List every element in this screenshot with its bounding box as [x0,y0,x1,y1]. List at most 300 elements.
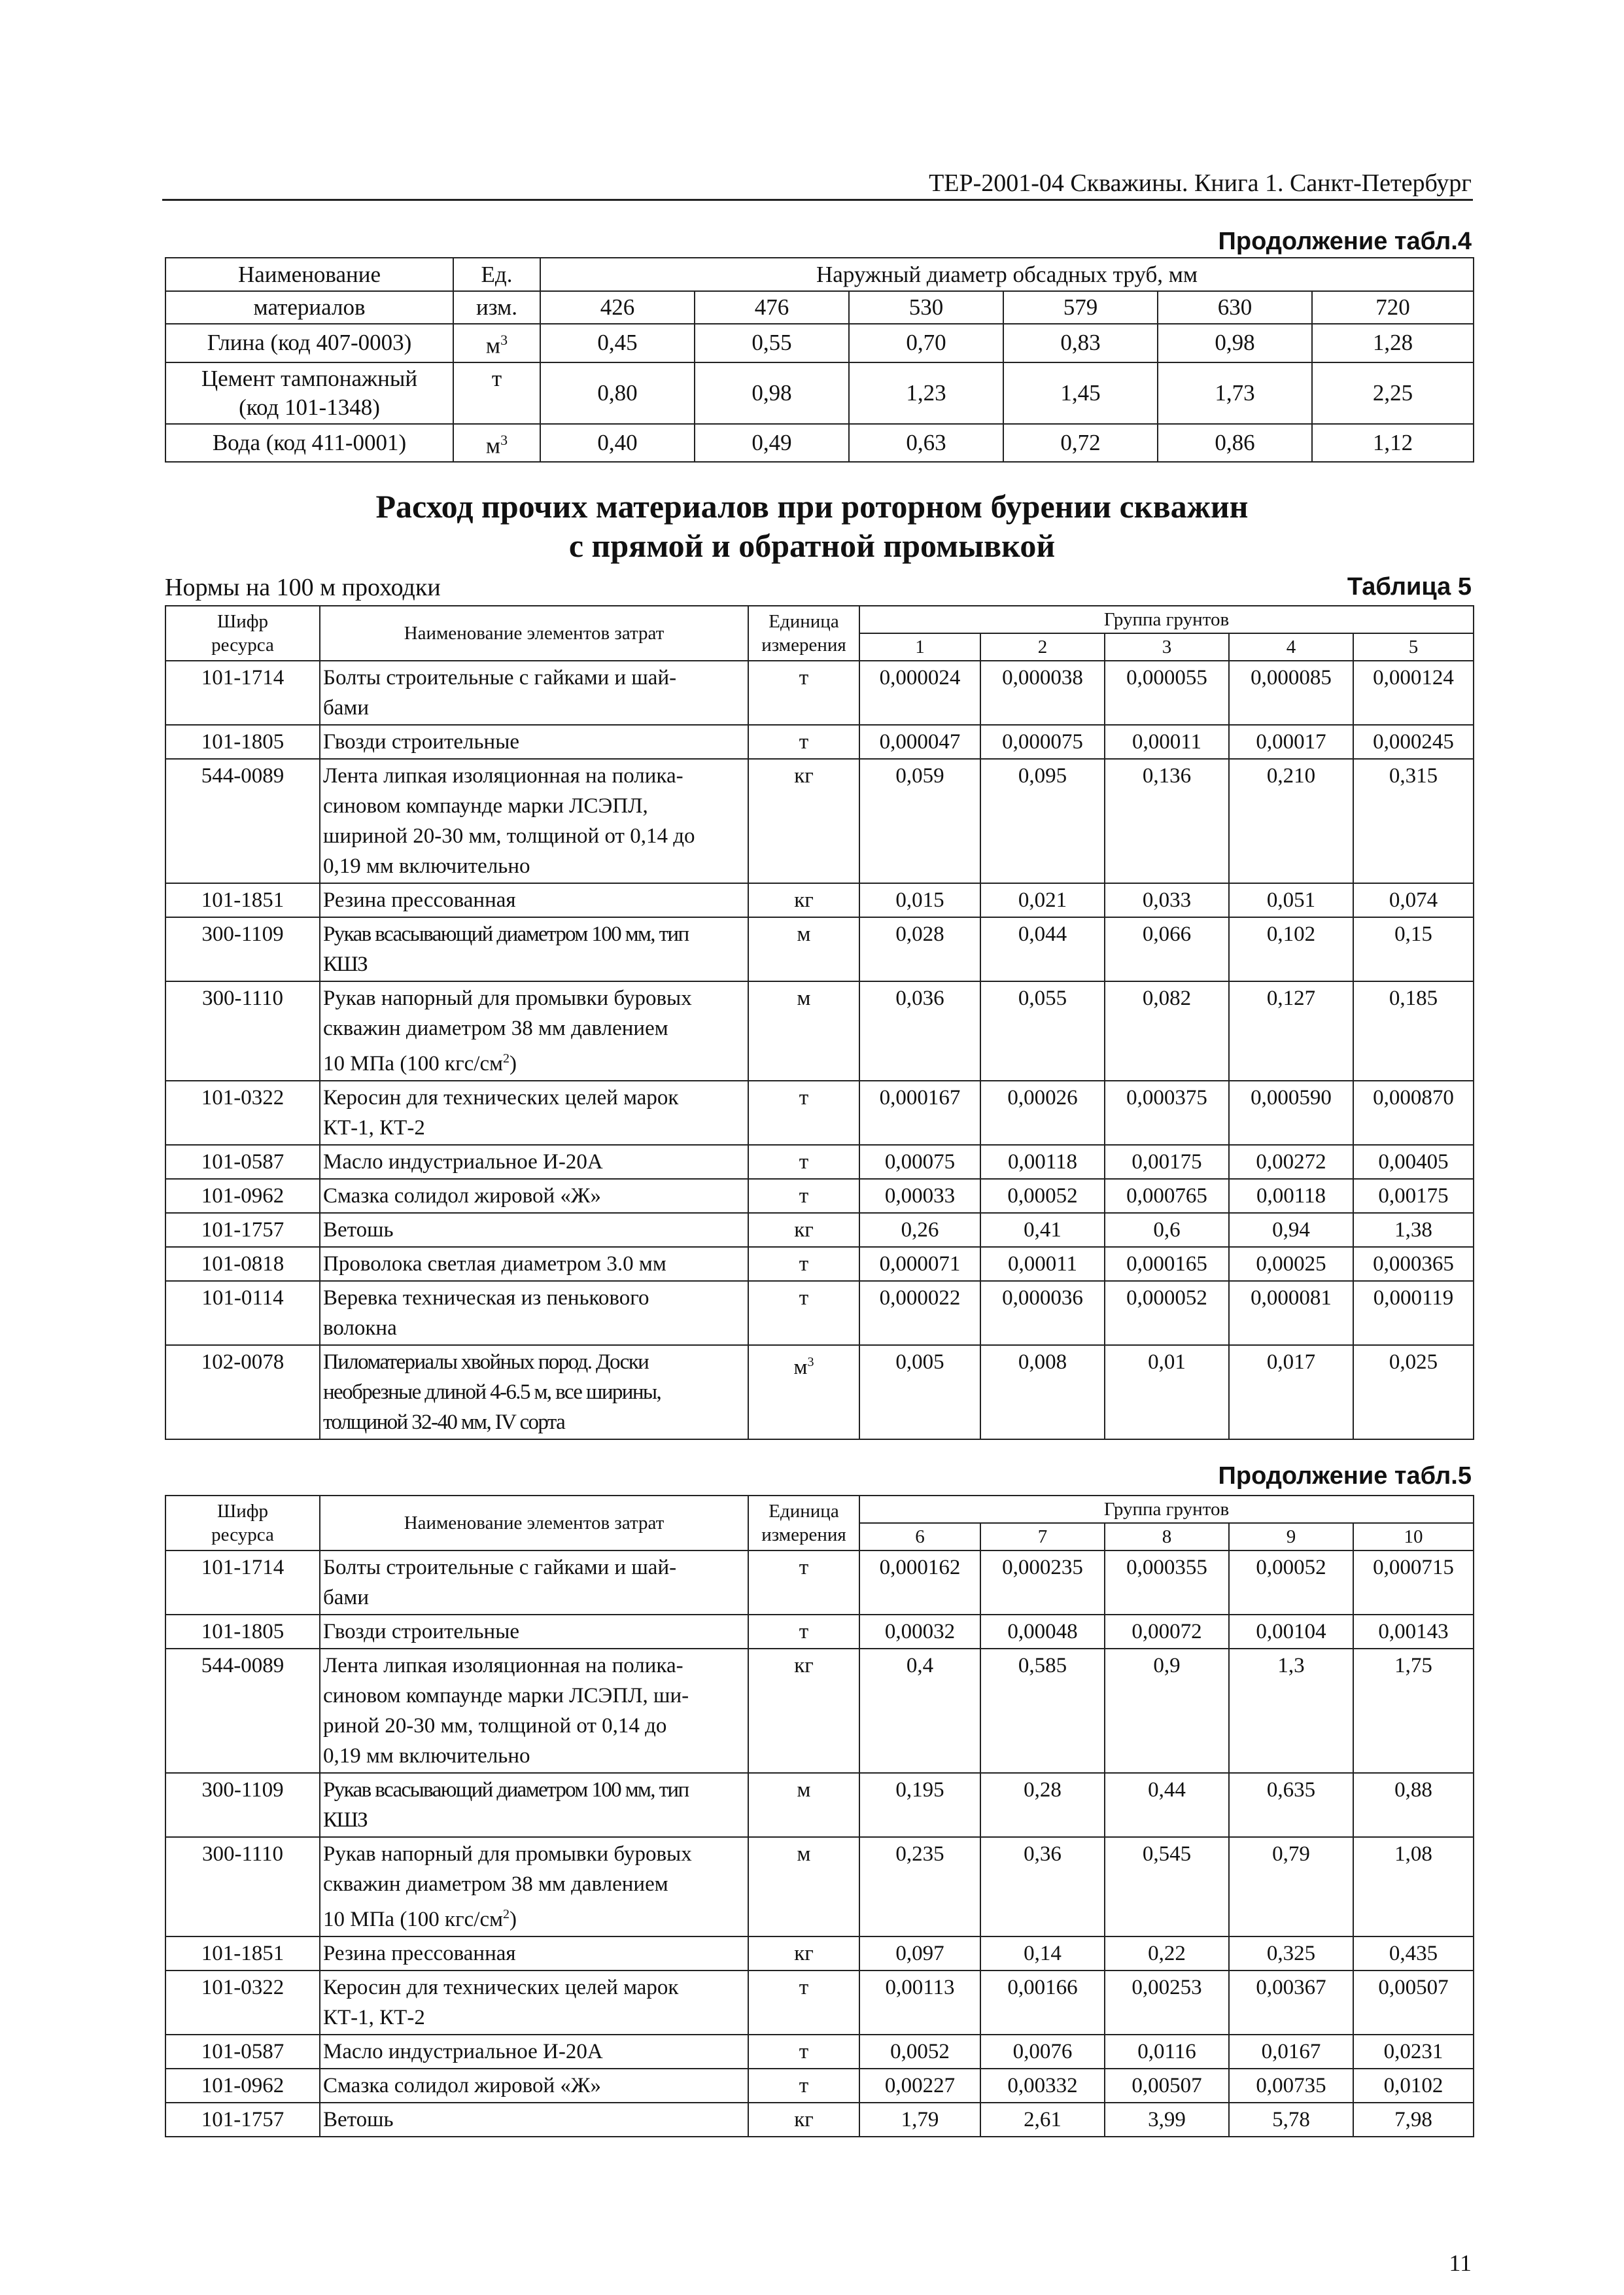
header-code-line: ресурса [211,635,274,656]
unit-base: т [799,666,809,690]
unit-base: т [799,1086,809,1110]
value-cell: 1,73 [1158,362,1312,424]
value-cell: 0,45 [540,324,695,362]
value-cell: 0,0052 [859,2035,980,2069]
resource-code: 101-1714 [165,661,320,725]
table-row [165,1615,1474,1649]
value-cell: 3,99 [1105,2103,1229,2137]
cost-element-name [320,2035,748,2069]
value-cell: 0,0102 [1353,2069,1474,2103]
value-cell: 0,000081 [1229,1281,1353,1345]
value-cell: 1,12 [1312,424,1474,463]
value-cell: 1,28 [1312,324,1474,362]
cost-element-name [320,1247,748,1281]
value-cell: 0,0167 [1229,2035,1353,2069]
table4-header-unit-line2: изм. [453,291,540,324]
header-unit [748,1496,859,1550]
unit-base: т [799,1976,809,1999]
table4-diameter: 530 [849,291,1003,324]
table-row [165,883,1474,917]
resource-code: 101-1851 [165,1936,320,1971]
unit [453,362,540,424]
value-cell: 0,000162 [859,1550,980,1615]
unit [748,725,859,759]
table-row [165,1081,1474,1145]
cost-element-name [320,917,748,981]
cost-element-name [320,1281,748,1345]
value-cell: 5,78 [1229,2103,1353,2137]
unit-base: т [491,365,502,391]
resource-code: 101-1851 [165,883,320,917]
value-cell: 0,98 [1158,324,1312,362]
value-cell: 0,01 [1105,1345,1229,1439]
cost-element-name-line: бами [323,1586,369,1609]
value-cell: 0,000038 [980,661,1105,725]
value-cell: 0,095 [980,759,1105,883]
value-cell: 0,44 [1105,1773,1229,1837]
value-cell: 0,000715 [1353,1550,1474,1615]
table-row [165,1247,1474,1281]
cost-element-name-line: 0,19 мм включительно [323,1744,530,1768]
cost-element-name-line: Веревка техническая из пенькового [323,1286,649,1310]
cost-element-name-line: 0,19 мм включительно [323,854,530,878]
page-number: 11 [1449,2250,1472,2276]
value-cell: 0,000245 [1353,725,1474,759]
value-cell: 0,025 [1353,1345,1474,1439]
value-cell: 0,49 [695,424,849,463]
resource-code: 101-0962 [165,1179,320,1213]
material-name-line: Глина (код 407-0003) [207,330,412,356]
table4-header-row1 [165,258,1474,291]
header-unit-line: измерения [761,635,846,656]
table-row [165,1649,1474,1773]
value-cell: 0,00032 [859,1615,980,1649]
value-cell: 0,000765 [1105,1179,1229,1213]
cost-element-name-line: Рукав всасывающий диаметром 100 мм, тип [323,922,689,946]
cost-element-name-line: Гвозди строительные [323,1620,520,1643]
value-cell: 0,000590 [1229,1081,1353,1145]
value-cell: 0,00507 [1353,1971,1474,2035]
unit-base: т [799,1286,809,1310]
value-cell: 0,000375 [1105,1081,1229,1145]
cost-element-name [320,1179,748,1213]
cost-element-name-line: КШЗ [323,1808,368,1832]
unit [453,424,540,463]
unit-base: т [799,2040,809,2063]
cost-element-name [320,1971,748,2035]
cost-element-name-text: 10 МПа (100 кгс/см [323,1052,503,1076]
value-cell: 0,185 [1353,981,1474,1081]
table-row [165,725,1474,759]
unit-base: м [797,1778,811,1802]
name-superscript: 2 [502,1907,510,1921]
resource-code: 101-1757 [165,1213,320,1247]
table4-header-name: Наименование [165,258,453,291]
table4-diameter: 720 [1312,291,1474,324]
header-group-number: 1 [859,633,980,661]
value-cell: 0,0231 [1353,2035,1474,2069]
value-cell: 0,000085 [1229,661,1353,725]
unit-superscript: 3 [500,332,508,348]
unit [748,2035,859,2069]
value-cell: 1,08 [1353,1837,1474,1936]
cost-element-name-text: 10 МПа (100 кгс/см [323,1908,503,1931]
value-cell: 0,00507 [1105,2069,1229,2103]
value-cell: 0,00118 [980,1145,1105,1179]
value-cell: 0,000047 [859,725,980,759]
cost-element-name [320,1936,748,1971]
header-code [165,1496,320,1550]
material-name [165,324,453,362]
value-cell: 0,097 [859,1936,980,1971]
cost-element-name-line: скважин диаметром 38 мм давлением [323,1872,668,1896]
table4 [165,257,1474,463]
value-cell: 0,00272 [1229,1145,1353,1179]
value-cell: 0,136 [1105,759,1229,883]
cost-element-name [320,1213,748,1247]
resource-code: 101-1757 [165,2103,320,2137]
table4-header-diameter: Наружный диаметр обсадных труб, мм [540,258,1474,291]
table-row [165,1971,1474,2035]
value-cell: 0,059 [859,759,980,883]
material-name [165,362,453,424]
table4-diameter: 630 [1158,291,1312,324]
value-cell: 0,000870 [1353,1081,1474,1145]
cost-element-name-line: Болты строительные с гайками и шай- [323,666,677,690]
value-cell: 0,435 [1353,1936,1474,1971]
table-row [165,2035,1474,2069]
cost-element-name-line: Керосин для технических целей марок [323,1976,679,1999]
value-cell: 0,000024 [859,661,980,725]
table-row [165,2103,1474,2137]
cost-element-name-line: риной 20-30 мм, толщиной от 0,14 до [323,1714,667,1738]
norms-note: Нормы на 100 м проходки [165,574,441,601]
unit [748,1145,859,1179]
cost-element-name [320,725,748,759]
value-cell: 7,98 [1353,2103,1474,2137]
value-cell: 0,000036 [980,1281,1105,1345]
resource-code: 300-1110 [165,1837,320,1936]
cost-element-name-line [323,1043,745,1079]
value-cell: 0,14 [980,1936,1105,1971]
cost-element-name-line: Рукав напорный для промывки буровых [323,1842,692,1866]
value-cell: 0,0076 [980,2035,1105,2069]
value-cell: 0,000124 [1353,661,1474,725]
table-row [165,661,1474,725]
cost-element-name-line: Смазка солидол жировой «Ж» [323,2074,601,2097]
unit-base: м [485,432,501,459]
cost-element-name-line: Болты строительные с гайками и шай- [323,1556,677,1579]
cost-element-name-line: Ветошь [323,2108,394,2131]
unit [748,1345,859,1439]
header-name: Наименование элементов затрат [320,1496,748,1550]
header-group-number: 5 [1353,633,1474,661]
value-cell: 0,000071 [859,1247,980,1281]
value-cell: 0,00118 [1229,1179,1353,1213]
value-cell: 0,325 [1229,1936,1353,1971]
header-group-number: 8 [1105,1523,1229,1550]
table-row [165,1345,1474,1439]
resource-code: 544-0089 [165,1649,320,1773]
value-cell: 0,79 [1229,1837,1353,1936]
value-cell: 0,00175 [1105,1145,1229,1179]
table-row [165,1837,1474,1936]
unit-base: т [799,1150,809,1174]
unit-base: м [793,1356,808,1379]
header-group-number: 3 [1105,633,1229,661]
unit-base: кг [794,888,814,912]
resource-code: 101-0962 [165,2069,320,2103]
value-cell: 0,26 [859,1213,980,1247]
value-cell: 1,45 [1003,362,1158,424]
material-name-line: Цемент тампонажный [201,365,418,391]
value-cell: 0,00405 [1353,1145,1474,1179]
table4-continuation-label: Продолжение табл.4 [1218,228,1472,255]
resource-code: 101-0114 [165,1281,320,1345]
cost-element-name [320,1081,748,1145]
unit [748,1615,859,1649]
value-cell: 0,6 [1105,1213,1229,1247]
cost-element-name-line: волокна [323,1316,397,1340]
cost-element-name [320,759,748,883]
value-cell: 0,00011 [1105,725,1229,759]
unit [748,759,859,883]
table5-continuation-label: Продолжение табл.5 [1218,1462,1472,1490]
table-row [165,1179,1474,1213]
value-cell: 0,00113 [859,1971,980,2035]
value-cell: 0,15 [1353,917,1474,981]
value-cell: 0,015 [859,883,980,917]
cost-element-name-line: синовом компаунде марки ЛСЭПЛ, ши- [323,1684,689,1708]
header-code [165,606,320,661]
cost-element-name-line: Рукав напорный для промывки буровых [323,987,692,1010]
value-cell: 0,127 [1229,981,1353,1081]
unit-base: кг [794,764,814,788]
table4-diameter: 579 [1003,291,1158,324]
cost-element-name-line: необрезные длиной 4-6.5 м, все ширины, [323,1380,661,1404]
value-cell: 0,00026 [980,1081,1105,1145]
table-row [165,1550,1474,1615]
header-group-title: Группа грунтов [859,1496,1474,1523]
cost-element-name [320,1550,748,1615]
cost-element-name [320,981,748,1081]
cost-element-name-line: Масло индустриальное И-20А [323,1150,603,1174]
value-cell: 0,000235 [980,1550,1105,1615]
value-cell: 0,00048 [980,1615,1105,1649]
header-code-line: Шифр [216,1501,269,1522]
table-row [165,917,1474,981]
value-cell: 0,635 [1229,1773,1353,1837]
cost-element-name-line: Резина прессованная [323,1942,516,1965]
unit [748,1179,859,1213]
cost-element-name-line: Проволока светлая диаметром 3.0 мм [323,1252,666,1276]
header-unit-line: Единица [769,611,839,632]
unit-base: кг [794,2108,814,2131]
table4-header-name-line2: материалов [165,291,453,324]
value-cell: 0,00367 [1229,1971,1353,2035]
cost-element-name-line: Ветошь [323,1218,394,1242]
unit [748,1247,859,1281]
value-cell: 0,86 [1158,424,1312,463]
value-cell: 0,00143 [1353,1615,1474,1649]
section-title-line1: Расход прочих материалов при роторном бурении скважин [375,488,1249,525]
header-group-number: 2 [980,633,1105,661]
value-cell: 0,72 [1003,424,1158,463]
header-name: Наименование элементов затрат [320,606,748,661]
cost-element-name-line [323,1899,745,1935]
resource-code: 101-0818 [165,1247,320,1281]
cost-element-name-line: Резина прессованная [323,888,516,912]
cost-element-name [320,1773,748,1837]
value-cell: 0,4 [859,1649,980,1773]
resource-code: 300-1110 [165,981,320,1081]
value-cell: 0,017 [1229,1345,1353,1439]
cost-element-name-line: Лента липкая изоляционная на полика- [323,1654,683,1677]
cost-element-name-line: бами [323,696,369,720]
cost-element-name-text: ) [509,1908,517,1931]
value-cell: 0,88 [1353,1773,1474,1837]
value-cell: 0,315 [1353,759,1474,883]
value-cell: 0,55 [695,324,849,362]
unit-base: кг [794,1654,814,1677]
value-cell: 0,00735 [1229,2069,1353,2103]
unit [748,883,859,917]
value-cell: 0,082 [1105,981,1229,1081]
cost-element-name [320,1615,748,1649]
value-cell: 1,75 [1353,1649,1474,1773]
header-code-line: ресурса [211,1524,274,1545]
value-cell: 0,036 [859,981,980,1081]
header-unit-line: измерения [761,1524,846,1545]
cost-element-name-line: КТ-1, КТ-2 [323,1116,425,1140]
unit-base: т [799,1252,809,1276]
header-group-number: 10 [1353,1523,1474,1550]
cost-element-name-line: Гвозди строительные [323,730,520,754]
material-name-line: (код 101-1348) [239,394,380,420]
unit [748,1281,859,1345]
unit-base: кг [794,1942,814,1965]
unit-base: т [799,730,809,754]
value-cell: 0,102 [1229,917,1353,981]
unit-base: кг [794,1218,814,1242]
value-cell: 0,98 [695,362,849,424]
table-row [165,981,1474,1081]
cost-element-name [320,883,748,917]
section-title-line2: с прямой и обратной промывкой [568,527,1056,564]
value-cell: 0,00075 [859,1145,980,1179]
table4-header-row2 [165,291,1474,324]
value-cell: 0,00253 [1105,1971,1229,2035]
value-cell: 0,033 [1105,883,1229,917]
table4-diameter: 476 [695,291,849,324]
header-group-title: Группа грунтов [859,606,1474,633]
table-header-row [165,606,1474,633]
resource-code: 544-0089 [165,759,320,883]
unit [748,1081,859,1145]
header-code-line: Шифр [216,611,269,632]
resource-code: 101-1805 [165,1615,320,1649]
value-cell: 0,000055 [1105,661,1229,725]
resource-code: 101-1805 [165,725,320,759]
value-cell: 0,028 [859,917,980,981]
table5 [165,605,1474,1440]
cost-element-name [320,1345,748,1439]
cost-element-name-line: Масло индустриальное И-20А [323,2040,603,2063]
header-group-number: 4 [1229,633,1353,661]
value-cell: 0,22 [1105,1936,1229,1971]
value-cell: 0,00017 [1229,725,1353,759]
resource-code: 101-0322 [165,1081,320,1145]
value-cell: 0,00033 [859,1179,980,1213]
cost-element-name-line: КТ-1, КТ-2 [323,2006,425,2029]
value-cell: 0,066 [1105,917,1229,981]
resource-code: 101-0322 [165,1971,320,2035]
resource-code: 102-0078 [165,1345,320,1439]
value-cell: 0,051 [1229,883,1353,917]
value-cell: 2,61 [980,2103,1105,2137]
value-cell: 0,00166 [980,1971,1105,2035]
resource-code: 300-1109 [165,1773,320,1837]
value-cell: 0,210 [1229,759,1353,883]
value-cell: 0,000167 [859,1081,980,1145]
value-cell: 0,00011 [980,1247,1105,1281]
value-cell: 0,000052 [1105,1281,1229,1345]
cost-element-name-line: Смазка солидол жировой «Ж» [323,1184,601,1208]
cost-element-name [320,1649,748,1773]
material-name-line: Вода (код 411-0001) [212,429,407,455]
value-cell: 0,00025 [1229,1247,1353,1281]
table4-diameter: 426 [540,291,695,324]
value-cell: 0,000022 [859,1281,980,1345]
table-row [165,759,1474,883]
unit-base: м [797,987,811,1010]
cost-element-name-line: синовом компаунде марки ЛСЭПЛ, [323,794,648,818]
header-group-number: 6 [859,1523,980,1550]
table-header-row [165,1496,1474,1523]
unit [748,661,859,725]
value-cell: 0,70 [849,324,1003,362]
table4-row [165,324,1474,362]
value-cell: 1,23 [849,362,1003,424]
value-cell: 0,195 [859,1773,980,1837]
unit [748,917,859,981]
value-cell: 0,28 [980,1773,1105,1837]
material-name [165,424,453,463]
table5-label: Таблица 5 [1347,573,1472,601]
value-cell: 0,005 [859,1345,980,1439]
unit-base: м [797,1842,811,1866]
value-cell: 0,021 [980,883,1105,917]
resource-code: 101-0587 [165,2035,320,2069]
value-cell: 1,38 [1353,1213,1474,1247]
unit [748,1649,859,1773]
unit [748,1550,859,1615]
unit-superscript: 3 [500,431,508,448]
value-cell: 0,00175 [1353,1179,1474,1213]
unit [748,1773,859,1837]
unit [748,1213,859,1247]
value-cell: 0,80 [540,362,695,424]
unit-base: т [799,1620,809,1643]
cost-element-name-text: ) [509,1052,517,1076]
table-row [165,1936,1474,1971]
unit-base: т [799,1184,809,1208]
cost-element-name [320,2103,748,2137]
cost-element-name-line: толщиной 32-40 мм, IV сорта [323,1410,565,1434]
value-cell: 0,044 [980,917,1105,981]
resource-code: 300-1109 [165,917,320,981]
resource-code: 101-1714 [165,1550,320,1615]
